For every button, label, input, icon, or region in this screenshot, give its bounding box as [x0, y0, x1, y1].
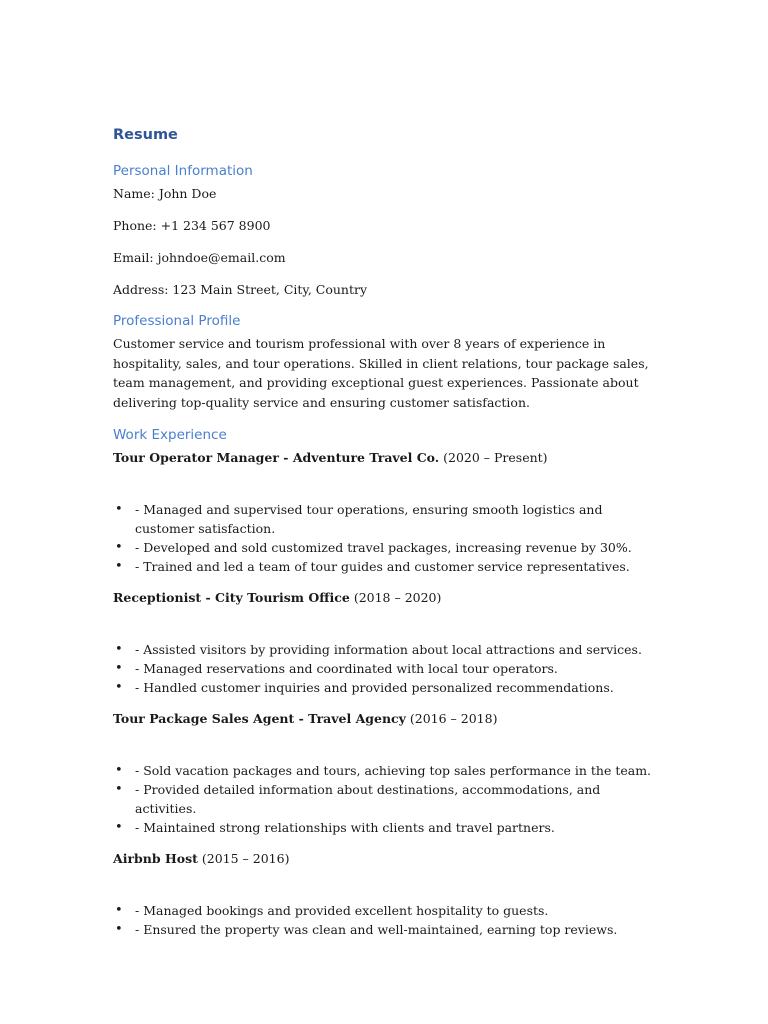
email-line: Email: johndoe@email.com: [113, 250, 286, 265]
bullet-text: - Ensured the property was clean and well-maintained, earning top reviews.: [135, 921, 618, 937]
bullet-icon: •: [115, 641, 123, 657]
bullet-text: - Managed and supervised tour operations, ensuring smooth logistics and customer satisfaction.: [135, 501, 603, 536]
job-title-line: [113, 709, 658, 729]
job-dates: (2020 – Present): [439, 450, 548, 465]
professional-profile-section: [113, 312, 658, 412]
bullet-text: - Handled customer inquiries and provided personalized recommendations.: [135, 679, 614, 695]
bullet-icon: •: [115, 660, 123, 676]
list-item: [113, 920, 658, 939]
list-item: [113, 640, 658, 659]
bullet-icon: •: [115, 558, 123, 574]
job-bullets: [113, 901, 658, 939]
bullet-text: - Maintained strong relationships with clients and travel partners.: [135, 819, 555, 835]
list-item: [113, 678, 658, 697]
job-title: Tour Operator Manager - Adventure Travel Co.: [113, 450, 440, 465]
job-title: Airbnb Host: [113, 851, 198, 866]
job-dates: (2018 – 2020): [349, 590, 442, 605]
bullet-icon: •: [115, 501, 123, 517]
job-bullets: [113, 761, 658, 837]
list-item: [113, 659, 658, 678]
bullet-icon: •: [115, 679, 123, 695]
personal-information-section: [113, 162, 658, 300]
address-line: Address: 123 Main Street, City, Country: [113, 282, 368, 297]
list-item: [113, 538, 658, 557]
bullet-icon: •: [115, 819, 123, 835]
list-item: [113, 818, 658, 837]
job-bullets: [113, 640, 658, 697]
personal-information-heading: Personal Information: [113, 163, 253, 179]
job-title: Tour Package Sales Agent - Travel Agency: [113, 711, 406, 726]
work-experience-section: [113, 426, 658, 939]
list-item: [113, 780, 658, 818]
bullet-icon: •: [115, 921, 123, 937]
bullet-icon: •: [115, 902, 123, 918]
list-item: [113, 557, 658, 576]
profile-summary: Customer service and tourism professional with over 8 years of experience in hospitality, sales, and tour operations. Skilled in client relations, tour package sales, team management, and providing exceptional guest experiences. Passionate about delivering top-quality service and ensuring customer satisfaction.: [113, 336, 649, 410]
professional-profile-heading: Professional Profile: [113, 313, 241, 329]
bullet-icon: •: [115, 762, 123, 778]
bullet-text: - Assisted visitors by providing information about local attractions and services.: [135, 641, 642, 657]
resume-document: [113, 125, 658, 951]
list-item: [113, 901, 658, 920]
bullet-text: - Developed and sold customized travel packages, increasing revenue by 30%.: [135, 539, 632, 555]
list-item: [113, 500, 658, 538]
work-experience-heading: Work Experience: [113, 427, 227, 443]
job-title-line: [113, 588, 658, 608]
bullet-text: - Managed bookings and provided excellent hospitality to guests.: [135, 902, 549, 918]
job-title: Receptionist - City Tourism Office: [113, 590, 350, 605]
bullet-text: - Managed reservations and coordinated with local tour operators.: [135, 660, 558, 676]
list-item: [113, 761, 658, 780]
name-line: Name: John Doe: [113, 186, 217, 201]
job-title-line: [113, 448, 658, 468]
bullet-text: - Provided detailed information about destinations, accommodations, and activities.: [135, 781, 601, 816]
job-dates: (2016 – 2018): [405, 711, 498, 726]
document-title: Resume: [113, 127, 178, 143]
bullet-icon: •: [115, 781, 123, 797]
phone-line: Phone: +1 234 567 8900: [113, 218, 271, 233]
job-title-line: [113, 849, 658, 869]
bullet-text: - Trained and led a team of tour guides and customer service representatives.: [135, 558, 630, 574]
bullet-icon: •: [115, 539, 123, 555]
job-bullets: [113, 500, 658, 576]
job-dates: (2015 – 2016): [197, 851, 290, 866]
bullet-text: - Sold vacation packages and tours, achieving top sales performance in the team.: [135, 762, 652, 778]
